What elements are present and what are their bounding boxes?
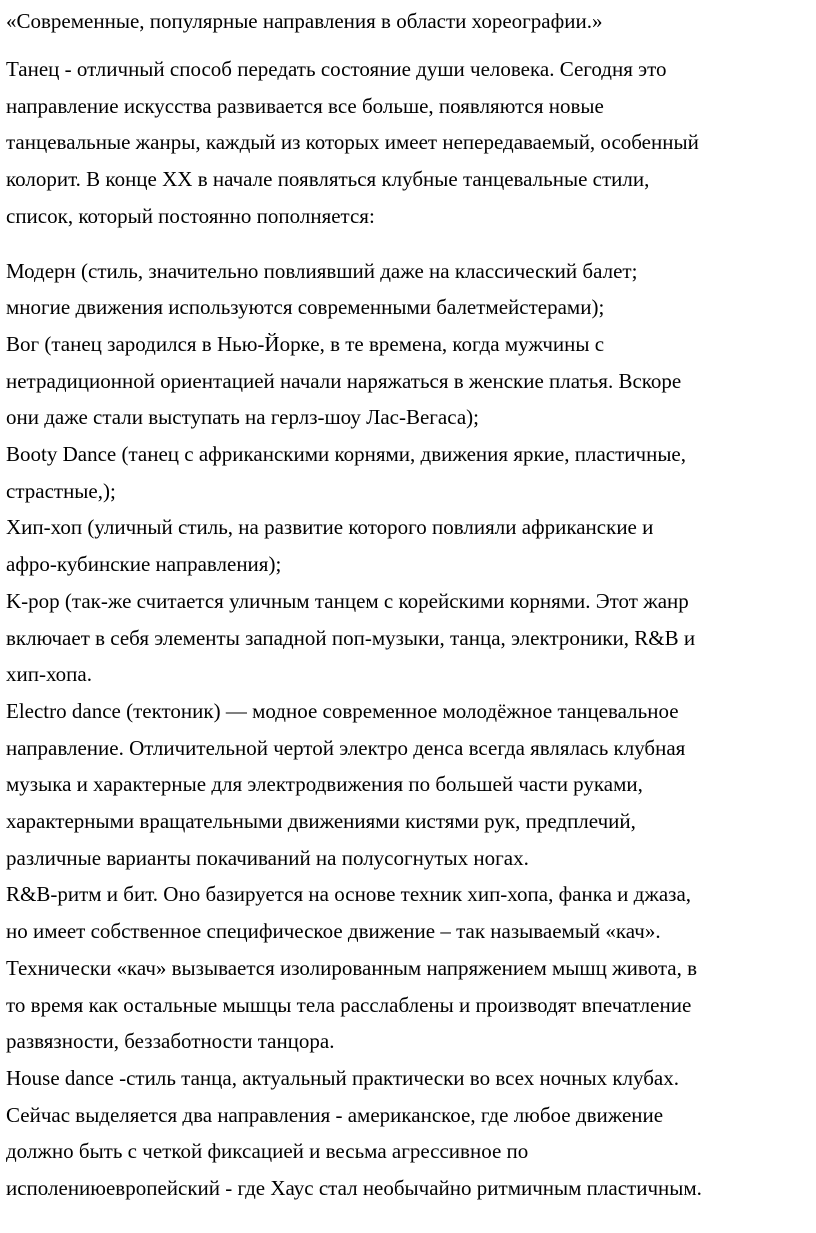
text-line: House dance -стиль танца, актуальный практически во всех ночных клубах.	[6, 1065, 679, 1090]
text-line: список, который постоянно пополняется:	[6, 203, 375, 228]
text-line: направление. Отличительной чертой электро денса всегда являлась клубная	[6, 735, 686, 760]
text-line: многие движения используются современными балетмейстерами);	[6, 295, 605, 320]
text-line: Танец - отличный способ передать состояние души человека. Сегодня это	[6, 57, 667, 81]
text-line: должно быть с четкой фиксацией и весьма агрессивное по	[6, 1139, 529, 1164]
text-line: нетрадиционной ориентацией начали наряжаться в женские платья. Вскоре	[6, 368, 682, 393]
text-line: Electro dance (тектоник) — модное современное молодёжное танцевальное	[6, 698, 679, 723]
text-line: страстные,);	[6, 478, 116, 503]
text-line: K-pop (так-же считается уличным танцем с корейскими корнями. Этот жанр	[6, 588, 689, 613]
text-line: исполениюевропейский - где Хаус стал необычайно ритмичным пластичным.	[6, 1176, 702, 1201]
text-line: Booty Dance (танец с африканскими корнями, движения яркие, пластичные,	[6, 442, 686, 467]
text-line: характерными вращательными движениями кистями рук, предплечий,	[6, 809, 636, 834]
text-line: Хип-хоп (уличный стиль, на развитие которого повлияли африканские и	[6, 515, 654, 540]
text-line: то время как остальные мышцы тела расслаблены и производят впечатление	[6, 992, 692, 1017]
text-line: развязности, беззаботности танцора.	[6, 1029, 335, 1054]
dance-styles-list	[6, 253, 808, 1207]
text-line: колорит. В конце XX в начале появляться клубные танцевальные стили,	[6, 167, 650, 192]
text-line: но имеет собственное специфическое движение – так называемый «кач».	[6, 919, 661, 944]
text-line: музыка и характерные для электродвижения по большей части руками,	[6, 772, 643, 797]
text-line: танцевальные жанры, каждый из которых имеет непередаваемый, особенный	[6, 130, 699, 155]
text-line: R&B-ритм и бит. Оно базируется на основе техник хип-хопа, фанка и джаза,	[6, 882, 692, 907]
text-line: афро-кубинские направления);	[6, 552, 282, 577]
intro-paragraph	[6, 51, 808, 235]
text-line: направление искусства развивается все больше, появляются новые	[6, 93, 604, 118]
text-line: различные варианты покачиваний на полусогнутых ногах.	[6, 845, 529, 870]
text-line: включает в себя элементы западной поп-музыки, танца, электроники, R&B и	[6, 625, 696, 650]
text-line: Модерн (стиль, значительно повлиявший даже на классический балет;	[6, 258, 638, 283]
text-line: Технически «кач» вызывается изолированным напряжением мышц живота, в	[6, 955, 697, 980]
document-title: «Современные, популярные направления в области хореографии.»	[6, 9, 603, 33]
text-line: они даже стали выступать на герлз-шоу Лас-Вегаса);	[6, 405, 479, 430]
text-line: Вог (танец зародился в Нью-Йорке, в те времена, когда мужчины с	[6, 331, 605, 356]
text-line: Сейчас выделяется два направления - американское, где любое движение	[6, 1102, 664, 1127]
text-line: хип-хопа.	[6, 662, 92, 687]
